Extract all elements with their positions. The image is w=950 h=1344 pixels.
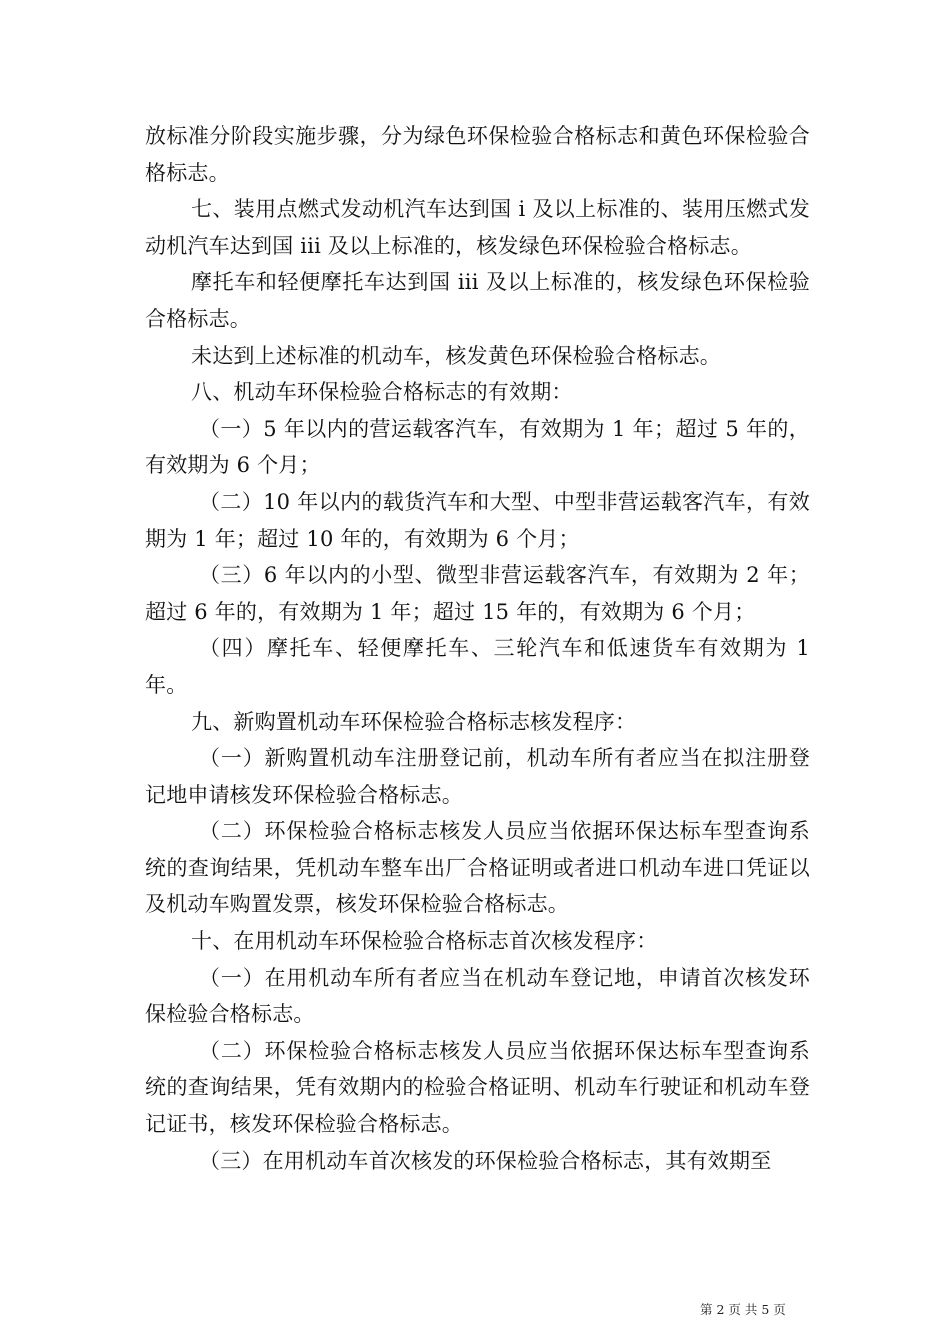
paragraph-10-1: （一）在用机动车所有者应当在机动车登记地，申请首次核发环保检验合格标志。 [145, 965, 810, 1027]
paragraph-yellow-label: 未达到上述标准的机动车，核发黄色环保检验合格标志。 [191, 343, 721, 368]
paragraph-9-2: （二）环保检验合格标志核发人员应当依据环保达标车型查询系统的查询结果，凭机动车整车出厂合格证明或者进口机动车进口凭证以及机动车购置发票，核发环保检验合格标志。 [145, 819, 810, 917]
paragraph-motorcycle: 摩托车和轻便摩托车达到国 iii 及以上标准的，核发绿色环保检验合格标志。 [145, 270, 810, 331]
paragraph-8-1: （一）5 年以内的营运载客汽车，有效期为 1 年；超过 5 年的，有效期为 6 个月； [145, 416, 810, 478]
paragraph-section-9: 九、新购置机动车环保检验合格标志核发程序： [191, 709, 637, 734]
paragraph-section-8: 八、机动车环保检验合格标志的有效期： [191, 380, 573, 405]
paragraph-10-2: （二）环保检验合格标志核发人员应当依据环保达标车型查询系统的查询结果，凭有效期内的检验合格证明、机动车行驶证和机动车登记证书，核发环保检验合格标志。 [145, 1038, 810, 1137]
paragraph-10-3: （三）在用机动车首次核发的环保检验合格标志，其有效期至 [199, 1148, 772, 1173]
page-number-footer: 第 2 页 共 5 页 [700, 1302, 786, 1317]
paragraph-8-2: （二）10 年以内的载货汽车和大型、中型非营运载客汽车，有效期为 1 年；超过 10 年的，有效期为 6 个月； [145, 489, 810, 551]
paragraph-8-4: （四）摩托车、轻便摩托车、三轮汽车和低速货车有效期为 1 年。 [145, 636, 810, 697]
paragraph-8-3: （三）6 年以内的小型、微型非营运载客汽车，有效期为 2 年；超过 6 年的，有效期为 1 年；超过 15 年的，有效期为 6 个月； [145, 563, 810, 624]
paragraph-section-10: 十、在用机动车环保检验合格标志首次核发程序： [191, 929, 658, 954]
paragraph-continued: 放标准分阶段实施步骤，分为绿色环保检验合格标志和黄色环保检验合格标志。 [145, 124, 810, 185]
paragraph-section-7: 七、装用点燃式发动机汽车达到国 i 及以上标准的、装用压燃式发动机汽车达到国 iii 及以上标准的，核发绿色环保检验合格标志。 [145, 197, 810, 258]
paragraph-9-1: （一）新购置机动车注册登记前，机动车所有者应当在拟注册登记地申请核发环保检验合格标志。 [145, 746, 810, 807]
document-body [145, 118, 810, 1179]
